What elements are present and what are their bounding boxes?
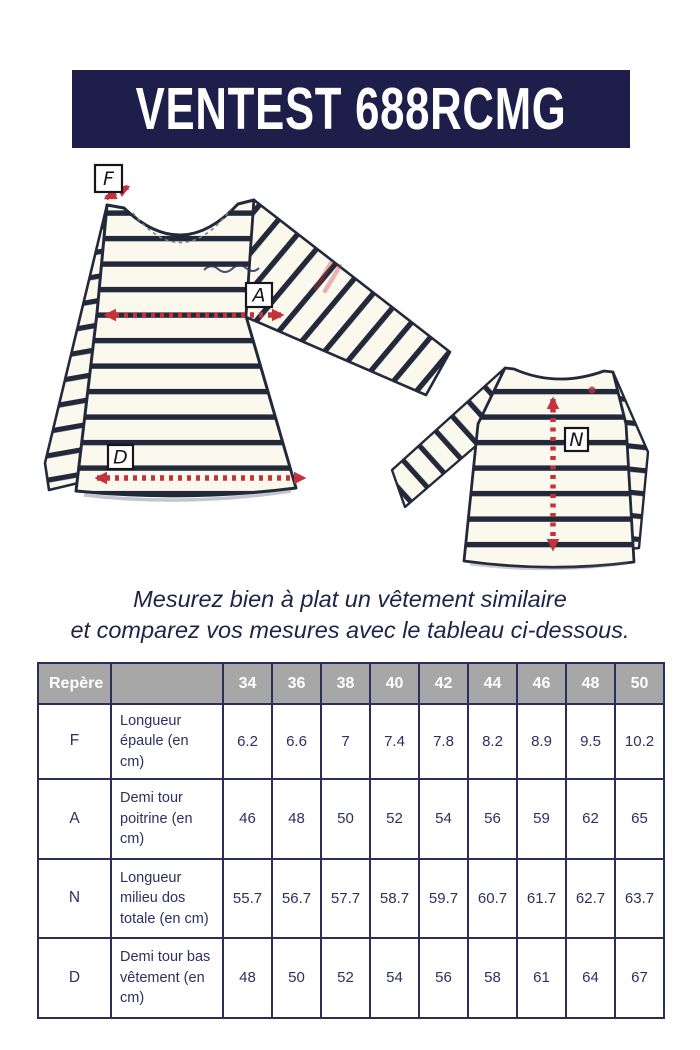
- corner-header: Repère: [38, 663, 111, 704]
- size-col-header: 40: [370, 663, 419, 704]
- instruction-line-2: et comparez vos mesures avec le tableau ci-dessous.: [70, 617, 630, 643]
- row-label: Demi tour poitrine (en cm): [111, 779, 223, 859]
- cell-value: 60.7: [468, 859, 517, 938]
- row-code: A: [38, 779, 111, 859]
- size-col-header: 42: [419, 663, 468, 704]
- cell-value: 6.2: [223, 704, 272, 779]
- cell-value: 7: [321, 704, 370, 779]
- cell-value: 7.8: [419, 704, 468, 779]
- cell-value: 8.2: [468, 704, 517, 779]
- measure-F: [95, 165, 128, 198]
- size-col-header: 50: [615, 663, 664, 704]
- table-row-A: [38, 779, 664, 859]
- table-row-N: [38, 859, 664, 938]
- cell-value: 59.7: [419, 859, 468, 938]
- cell-value: 63.7: [615, 859, 664, 938]
- row-code: D: [38, 938, 111, 1018]
- cell-value: 67: [615, 938, 664, 1018]
- size-col-header: 38: [321, 663, 370, 704]
- size-col-header: 36: [272, 663, 321, 704]
- cell-value: 57.7: [321, 859, 370, 938]
- size-col-header: 48: [566, 663, 615, 704]
- cell-value: 52: [370, 779, 419, 859]
- front-shirt-illustration: [45, 200, 450, 500]
- size-col-header: 34: [223, 663, 272, 704]
- cell-value: 58.7: [370, 859, 419, 938]
- product-banner: [72, 70, 630, 148]
- cell-value: 62: [566, 779, 615, 859]
- cell-value: 59: [517, 779, 566, 859]
- row-label: Longueur milieu dos totale (en cm): [111, 859, 223, 938]
- cell-value: 54: [419, 779, 468, 859]
- cell-value: 56.7: [272, 859, 321, 938]
- size-col-header: 44: [468, 663, 517, 704]
- cell-value: 61.7: [517, 859, 566, 938]
- cell-value: 62.7: [566, 859, 615, 938]
- cell-value: 50: [321, 779, 370, 859]
- row-label: Longueur épaule (en cm): [111, 704, 223, 779]
- measure-F-label: F: [103, 168, 114, 190]
- cell-value: 7.4: [370, 704, 419, 779]
- cell-value: 8.9: [517, 704, 566, 779]
- table-row-D: [38, 938, 664, 1018]
- empty-header: [111, 663, 223, 704]
- cell-value: 58: [468, 938, 517, 1018]
- row-code: F: [38, 704, 111, 779]
- cell-value: 46: [223, 779, 272, 859]
- cell-value: 61: [517, 938, 566, 1018]
- cell-value: 56: [419, 938, 468, 1018]
- cell-value: 48: [272, 779, 321, 859]
- product-title: VENTEST 688RCMG: [135, 76, 567, 142]
- cell-value: 55.7: [223, 859, 272, 938]
- measure-N-label: N: [569, 429, 584, 451]
- back-logo-dot: [589, 387, 596, 394]
- size-table-header-row: [38, 663, 664, 704]
- row-code: N: [38, 859, 111, 938]
- cell-value: 52: [321, 938, 370, 1018]
- cell-value: 48: [223, 938, 272, 1018]
- cell-value: 65: [615, 779, 664, 859]
- cell-value: 50: [272, 938, 321, 1018]
- cell-value: 56: [468, 779, 517, 859]
- measurement-diagram: [0, 160, 700, 590]
- cell-value: 64: [566, 938, 615, 1018]
- size-col-header: 46: [517, 663, 566, 704]
- measure-A-label: A: [252, 284, 266, 307]
- size-table-container: [37, 662, 663, 1019]
- size-table: [37, 662, 665, 1019]
- row-label: Demi tour bas vêtement (en cm): [111, 938, 223, 1018]
- cell-value: 9.5: [566, 704, 615, 779]
- cell-value: 10.2: [615, 704, 664, 779]
- measure-instruction: [0, 584, 700, 646]
- back-body: [464, 368, 634, 567]
- cell-value: 6.6: [272, 704, 321, 779]
- back-shirt-illustration: [392, 368, 648, 569]
- cell-value: 54: [370, 938, 419, 1018]
- front-right-sleeve: [246, 200, 450, 395]
- table-row-F: [38, 704, 664, 779]
- measure-D-label: D: [113, 446, 128, 469]
- instruction-line-1: Mesurez bien à plat un vêtement similaire: [133, 586, 567, 612]
